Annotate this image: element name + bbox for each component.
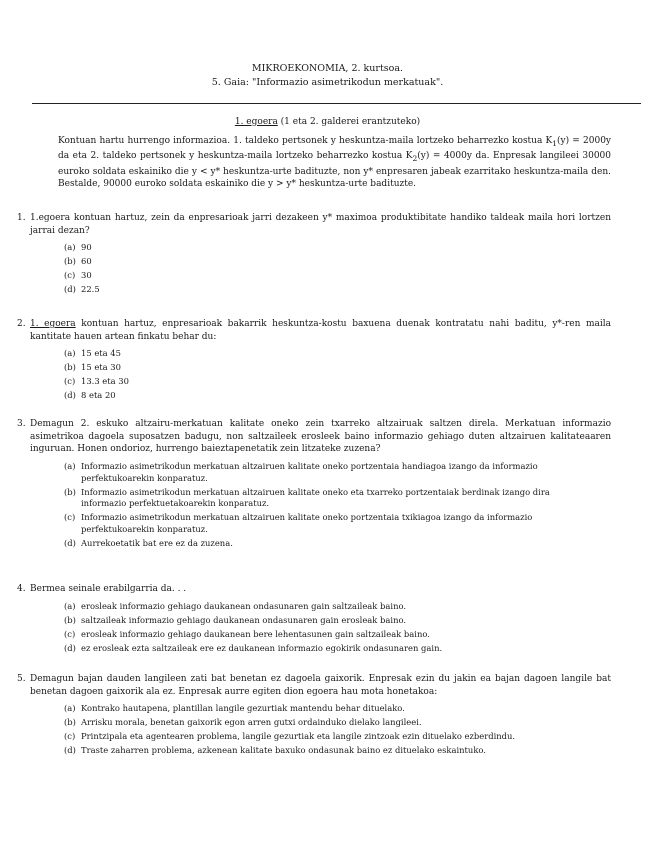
option-b: [64, 362, 611, 374]
question-text: Demagun bajan dauden langileen zati bat benetan ez dagoela gaixorik. Enpresak ezin du jakin ea bajan dagoen langile bat benetan dagoen gaixorik ala ez. Enpresak aurre egiten dion egoera hau mota honetakoa:: [30, 674, 611, 697]
intro-part-3: (y) = 4000y da. Enpresak langileei 30000 euroko soldata eskainiko die y < y* heskuntza-urte badituzte, non y* enpresaren jabeak ezarritako heskuntza-maila den. Bestalde, 90000 euroko soldata eskainiko die y > y* heskuntza-urte badituzte.: [58, 151, 611, 190]
option-label: (a): [64, 348, 76, 359]
section-title-rest: (1 eta 2. galderei erantzuteko): [277, 117, 421, 127]
option-label: (d): [64, 642, 76, 653]
option-label: (c): [64, 376, 76, 387]
option-label: (b): [64, 362, 76, 373]
option-label: (c): [64, 270, 76, 281]
header-divider: [32, 103, 641, 104]
option-a: [64, 703, 611, 715]
option-text: 30: [81, 270, 92, 281]
option-text: 8 eta 20: [81, 390, 116, 401]
option-text: 15 eta 30: [81, 362, 121, 373]
section-title: [0, 117, 655, 127]
option-label: (a): [64, 460, 76, 471]
option-label: (b): [64, 486, 76, 497]
course-title: MIKROEKONOMIA, 2. kurtsoa.: [251, 63, 404, 74]
option-label: (c): [64, 628, 76, 639]
option-label: (b): [64, 256, 76, 267]
option-label: (c): [64, 512, 76, 523]
option-text: 15 eta 45: [81, 348, 121, 359]
option-c: [64, 512, 597, 536]
option-text: erosleak informazio gehiago daukanean ondasunaren gain saltzaileak baino.: [81, 600, 407, 611]
intro-paragraph: [58, 135, 611, 191]
option-text: ez erosleak ezta saltzaileak ere ez daukanean informazio egokirik ondasunaren gain.: [81, 642, 443, 653]
options-list: [64, 601, 611, 655]
option-text: Informazio asimetrikodun merkatuan altzairuen kalitate oneko portzentaia handiagoa izango da informazio perfektukoarekin konparatuz.: [81, 460, 538, 483]
options-list: [64, 461, 597, 550]
question-number: 2.: [17, 319, 26, 329]
intro-subscript-1: 1: [552, 138, 558, 148]
question-number: 1.: [17, 213, 26, 223]
option-c: [64, 270, 611, 282]
option-c: [64, 731, 611, 743]
option-label: (c): [64, 731, 76, 742]
option-text: erosleak informazio gehiago daukanean bere lehentasunen gain saltzaileak baino.: [81, 628, 430, 639]
topic-title: 5. Gaia: "Informazio asimetrikodun merkatuak".: [211, 77, 444, 88]
options-list: [64, 242, 611, 296]
option-text: 60: [81, 256, 92, 267]
option-label: (a): [64, 242, 76, 253]
option-text: Informazio asimetrikodun merkatuan altzairuen kalitate oneko eta txarreko portzentaiak berdinak izango dira informazio perfektuetakoarekin konparatuz.: [81, 486, 550, 509]
option-label: (d): [64, 538, 76, 549]
option-label: (a): [64, 703, 76, 714]
option-label: (d): [64, 284, 76, 295]
option-text: 13.3 eta 30: [81, 376, 129, 387]
question-number: 3.: [17, 419, 26, 429]
intro-subscript-2: 2: [412, 154, 418, 164]
question-text: Bermea seinale erabilgarria da. . .: [30, 584, 187, 594]
option-a: [64, 242, 611, 254]
question-3: [17, 418, 611, 552]
option-b: [64, 717, 611, 729]
question-text-rest: kontuan hartuz, enpresarioak bakarrik heskuntza-kostu baxuena duenak kontratatu nahi baditu, y*-ren maila kantitate hauen artean finkatu behar du:: [30, 319, 612, 342]
question-text-underlined: 1. egoera: [30, 319, 76, 329]
intro-part-1: Kontuan hartu hurrengo informazioa. 1. taldeko pertsonek y heskuntza-maila lortzeko beharrezko kostua K: [58, 136, 553, 146]
option-label: (a): [64, 600, 76, 611]
option-c: [64, 629, 611, 641]
question-4: [17, 583, 611, 657]
option-text: Kontrako hautapena, plantillan langile gezurtiak mantendu behar dituelako.: [81, 703, 405, 714]
question-text: 1.egoera kontuan hartuz, zein da enpresarioak jarri dezakeen y* maximoa produktibitate handiko taldeak maila hori lortzen jarrai dezan?: [30, 213, 611, 236]
option-label: (d): [64, 745, 76, 756]
options-list: [64, 348, 611, 402]
question-1: [17, 212, 611, 298]
option-d: [64, 643, 611, 655]
option-text: Traste zaharren problema, azkenean kalitate baxuko ondasunak baino ez dituelako eskaintuko.: [81, 745, 486, 756]
option-b: [64, 487, 597, 511]
option-b: [64, 615, 611, 627]
option-d: [64, 745, 611, 757]
option-label: (b): [64, 717, 76, 728]
option-label: (d): [64, 390, 76, 401]
option-text: Printzipala eta agentearen problema, langile gezurtiak eta langile zintzoak ezin dituelako ezberdindu.: [81, 731, 516, 742]
question-number: 5.: [17, 674, 26, 684]
option-text: 90: [81, 242, 92, 253]
option-label: (b): [64, 614, 76, 625]
option-a: [64, 461, 597, 485]
option-d: [64, 390, 611, 402]
question-number: 4.: [17, 584, 26, 594]
option-text: 22.5: [81, 284, 100, 295]
intro-part-2: (y) = 2000y da eta 2. taldeko pertsonek y heskuntza-maila lortzeko beharrezko kostua K: [58, 136, 612, 162]
option-a: [64, 601, 611, 613]
options-list: [64, 703, 611, 757]
option-d: [64, 284, 611, 296]
option-a: [64, 348, 611, 360]
option-text: Informazio asimetrikodun merkatuan altzairuen kalitate oneko portzentaia txikiagoa izango da informazio perfektukoarekin konparatuz.: [81, 512, 533, 535]
document-header: [0, 62, 655, 90]
option-text: saltzaileak informazio gehiago daukanean ondasunaren gain erosleak baino.: [81, 614, 407, 625]
question-5: [17, 673, 611, 759]
section-title-underlined: 1. egoera: [234, 117, 278, 127]
option-text: Aurrekoetatik bat ere ez da zuzena.: [81, 538, 233, 549]
option-c: [64, 376, 611, 388]
option-b: [64, 256, 611, 268]
option-text: Arrisku morala, benetan gaixorik egon arren gutxi ordainduko dielako langileei.: [81, 717, 422, 728]
question-text: [30, 318, 611, 343]
question-2: [17, 318, 611, 404]
option-d: [64, 538, 597, 550]
question-text: Demagun 2. eskuko altzairu-merkatuan kalitate oneko zein txarreko altzairuak saltzen direla. Merkatuan informazio asimetrikoa dagoela suposatzen badugu, non saltzaileek erosleek baino informazio gehiago duten altzairuen kalitateaaren inguruan. Honen ondorioz, hurrengo baieztapenetatik zein litzateke zuzena?: [30, 419, 611, 455]
